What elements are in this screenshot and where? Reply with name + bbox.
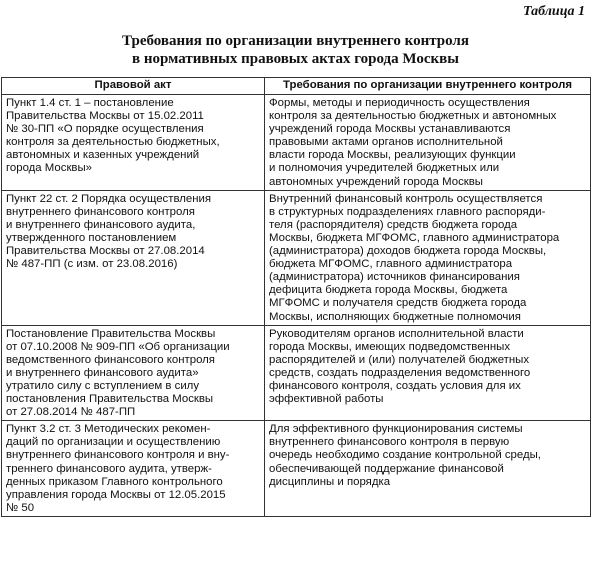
table-row	[2, 325, 591, 421]
legal-act-cell	[2, 190, 265, 325]
cell-text-line: Пункт 1.4 ст. 1 – постановление	[6, 97, 174, 109]
cell-text-line: средств, создать подразделения ведомственного	[269, 366, 531, 379]
table-title-line: Требования по организации внутреннего контроля	[122, 33, 469, 49]
legal-act-cell	[2, 95, 265, 191]
cell-text-line: Внутренний финансовый контроль осуществляется	[269, 192, 543, 205]
requirements-cell	[265, 190, 591, 325]
cell-text-line: дефицита бюджета города Москвы, бюджета	[269, 284, 508, 297]
cell-text-line: № 487-ПП (с изм. от 23.08.2016)	[6, 258, 178, 271]
cell-text-line: Формы, методы и периодичность осуществления	[269, 97, 530, 109]
cell-text-line: эффективной работы	[269, 393, 384, 406]
cell-text-line: Москвы, исполняющих бюджетные полномочия	[269, 310, 521, 323]
requirements-cell	[265, 325, 591, 421]
cell-text-line: утвержденного постановлением	[6, 231, 177, 244]
table-row	[2, 421, 591, 517]
cell-text-line: в структурных подразделениях главного распоряди-	[269, 205, 546, 218]
table-title	[0, 32, 591, 68]
cell-text-line: контроля за деятельностью бюджетных,	[6, 136, 220, 149]
cell-text-line: и внутреннего финансового аудита,	[6, 218, 196, 231]
cell-text-line: теля (распорядителя) средств бюджета города	[269, 218, 518, 231]
cell-text-line: власти города Москвы, реализующих функции	[269, 149, 516, 162]
requirements-cell	[265, 95, 591, 191]
cell-text-line: внутреннего финансового контроля в первую	[269, 436, 510, 449]
cell-text-line: Москвы, бюджета МГФОМС, главного администратора	[269, 231, 560, 244]
table-row	[2, 95, 591, 191]
cell-text-line: Пункт 3.2 ст. 3 Методических рекомен-	[6, 423, 211, 436]
cell-text-line: распорядителей и (или) получателей бюджетных	[269, 353, 530, 366]
cell-text-line: правовыми актами органов исполнительной	[269, 136, 503, 149]
cell-text-line: Правительства Москвы от 27.08.2014	[6, 245, 205, 258]
column-header-legal-act: Правовой акт	[2, 78, 265, 95]
cell-text-line: внутреннего финансового контроля и вну-	[6, 449, 230, 462]
cell-text-line: постановления Правительства Москвы	[6, 393, 214, 406]
cell-text-line: города Москвы, имеющих подведомственных	[269, 340, 511, 353]
requirements-cell	[265, 421, 591, 517]
cell-text-line: даций по организации и осуществлению	[6, 436, 221, 449]
column-header-requirements: Требования по организации внутреннего контроля	[265, 78, 591, 95]
cell-text-line: и полномочия учредителей бюджетных или	[269, 162, 500, 175]
cell-text-line: обеспечивающей поддержание финансовой	[269, 462, 504, 475]
cell-text-line: города Москвы»	[6, 162, 93, 175]
cell-text-line: автономных учреждений города Москвы	[269, 175, 483, 188]
cell-text-line: треннего финансового аудита, утверж-	[6, 462, 212, 475]
cell-text-line: (администратора) доходов бюджета города Москвы,	[269, 245, 547, 258]
cell-text-line: МГФОМС и получателя средств бюджета города	[269, 297, 527, 310]
table-title-line: в нормативных правовых актах города Москвы	[132, 51, 459, 67]
cell-text-line: Постановление Правительства Москвы	[6, 327, 216, 340]
cell-text-line: и внутреннего финансового аудита»	[6, 366, 199, 379]
cell-text-line: (администратора) источников финансирования	[269, 271, 520, 284]
requirements-table	[1, 77, 591, 517]
cell-text-line: очередь необходимо создание контрольной среды,	[269, 449, 541, 462]
cell-text-line: бюджета МГФОМС, главного администратора	[269, 258, 513, 271]
cell-text-line: Правительства Москвы от 15.02.2011	[6, 110, 204, 123]
table-row	[2, 190, 591, 325]
table-header-row	[2, 78, 591, 95]
cell-text-line: контроля за деятельностью бюджетных и автономных	[269, 110, 557, 123]
cell-text-line: Пункт 22 ст. 2 Порядка осуществления	[6, 192, 212, 205]
cell-text-line: дисциплины и порядка	[269, 475, 391, 488]
cell-text-line: от 27.08.2014 № 487-ПП	[6, 406, 136, 419]
cell-text-line: № 30-ПП «О порядке осуществления	[6, 123, 204, 136]
cell-text-line: утратило силу с вступлением в силу	[6, 379, 200, 392]
cell-text-line: от 07.10.2008 № 909-ПП «Об организации	[6, 340, 230, 353]
legal-act-cell	[2, 325, 265, 421]
cell-text-line: автономных и казенных учреждений	[6, 149, 200, 162]
cell-text-line: Руководителям органов исполнительной власти	[269, 327, 524, 340]
cell-text-line: учреждений города Москвы устанавливаются	[269, 123, 511, 136]
cell-text-line: ведомственного финансового контроля	[6, 353, 215, 366]
cell-text-line: управления города Москвы от 12.05.2015	[6, 488, 226, 501]
cell-text-line: денных приказом Главного контрольного	[6, 475, 223, 488]
cell-text-line: Для эффективного функционирования системы	[269, 423, 523, 436]
table-caption: Таблица 1	[523, 4, 585, 19]
legal-act-cell	[2, 421, 265, 517]
cell-text-line: внутреннего финансового контроля	[6, 205, 195, 218]
cell-text-line: финансового контроля, создать условия для их	[269, 379, 521, 392]
cell-text-line: № 50	[6, 501, 35, 514]
